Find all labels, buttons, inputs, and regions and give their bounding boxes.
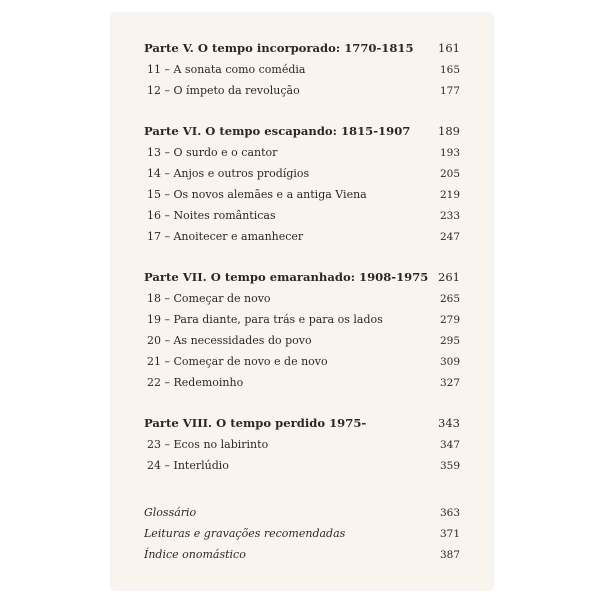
chapter-title: 14 – Anjos e outros prodígios [147, 167, 310, 180]
page-number: 363 [439, 507, 460, 519]
page-number: 347 [439, 439, 460, 451]
part-title-row [144, 267, 460, 288]
chapter-row [144, 163, 460, 184]
page-number: 265 [439, 293, 460, 305]
page-number: 387 [439, 549, 460, 561]
part-title-row [144, 38, 460, 59]
chapter-title: 12 – O ímpeto da revolução [147, 84, 300, 97]
part-title: Parte V. O tempo incorporado: 1770-1815 [144, 41, 414, 55]
table-of-contents [144, 38, 460, 565]
chapter-row [144, 59, 460, 80]
page-number: 165 [439, 64, 460, 76]
chapter-title: 17 – Anoitecer e amanhecer [147, 230, 304, 243]
page-number: 219 [439, 189, 460, 201]
part-viii [144, 413, 460, 476]
page-number: 371 [439, 528, 460, 540]
page-number: 189 [438, 124, 460, 138]
chapter-row [144, 351, 460, 372]
page-number: 247 [439, 231, 460, 243]
back-matter-row [144, 502, 460, 523]
chapter-row [144, 309, 460, 330]
chapter-title: 19 – Para diante, para trás e para os lados [147, 313, 383, 326]
part-title: Parte VII. O tempo emaranhado: 1908-1975 [144, 270, 429, 284]
part-v [144, 38, 460, 101]
part-title-row [144, 413, 460, 434]
chapter-title: 20 – As necessidades do povo [147, 334, 312, 347]
page-number: 205 [439, 168, 460, 180]
chapter-row [144, 184, 460, 205]
chapter-title: 16 – Noites românticas [147, 209, 276, 222]
page-number: 359 [439, 460, 460, 472]
page-number: 279 [439, 314, 460, 326]
back-matter-row [144, 544, 460, 565]
chapter-row [144, 372, 460, 393]
page-number: 233 [439, 210, 460, 222]
chapter-row [144, 330, 460, 351]
page-number: 177 [439, 85, 460, 97]
chapter-title: 23 – Ecos no labirinto [147, 438, 269, 451]
chapter-row [144, 226, 460, 247]
page-number: 193 [439, 147, 460, 159]
page-number: 261 [438, 270, 460, 284]
page-number: 161 [438, 41, 460, 55]
chapter-row [144, 205, 460, 226]
page-number: 327 [439, 377, 460, 389]
part-vi [144, 121, 460, 247]
book-page [112, 14, 492, 589]
chapter-title: 22 – Redemoinho [147, 376, 244, 389]
back-matter-title: Leituras e gravações recomendadas [144, 527, 346, 540]
part-title-row [144, 121, 460, 142]
back-matter-title: Índice onomástico [144, 548, 246, 561]
chapter-title: 11 – A sonata como comédia [147, 63, 306, 76]
back-matter-title: Glossário [144, 506, 197, 519]
chapter-title: 15 – Os novos alemães e a antiga Viena [147, 188, 367, 201]
page-number: 309 [439, 356, 460, 368]
chapter-row [144, 142, 460, 163]
chapter-row [144, 434, 460, 455]
chapter-row [144, 80, 460, 101]
chapter-title: 18 – Começar de novo [147, 292, 271, 305]
back-matter-row [144, 523, 460, 544]
page-number: 343 [438, 416, 460, 430]
part-vii [144, 267, 460, 393]
part-title: Parte VIII. O tempo perdido 1975- [144, 416, 367, 430]
page-number: 295 [439, 335, 460, 347]
part-title: Parte VI. O tempo escapando: 1815-1907 [144, 124, 411, 138]
back-matter [144, 502, 460, 565]
chapter-row [144, 455, 460, 476]
chapter-title: 24 – Interlúdio [147, 459, 229, 472]
chapter-title: 21 – Começar de novo e de novo [147, 355, 328, 368]
chapter-title: 13 – O surdo e o cantor [147, 146, 278, 159]
chapter-row [144, 288, 460, 309]
